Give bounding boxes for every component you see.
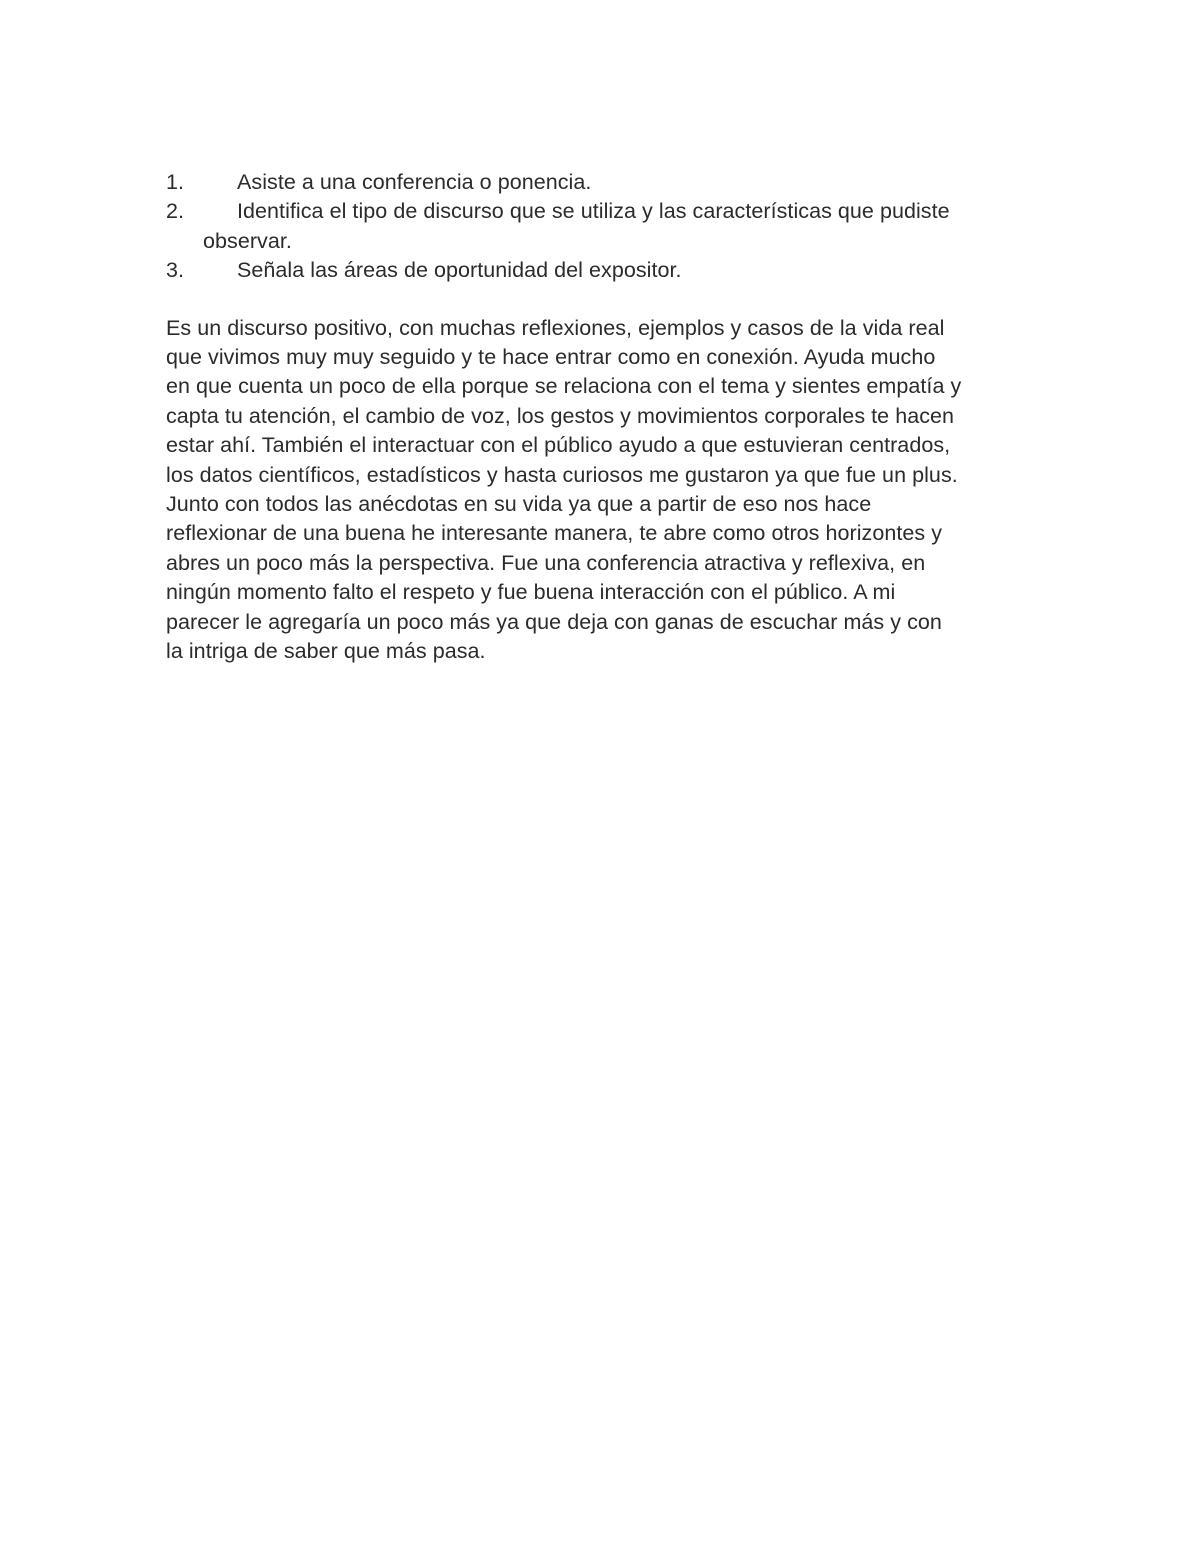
- paragraph-line: reflexionar de una buena he interesante manera, te abre como otros horizontes y: [166, 521, 943, 546]
- paragraph-line: Junto con todos las anécdotas en su vida ya que a partir de eso nos hace: [166, 492, 872, 517]
- list-item-number: 2.: [166, 199, 185, 224]
- paragraph-line: parecer le agregaría un poco más ya que deja con ganas de escuchar más y con: [166, 609, 942, 634]
- list-item: [166, 168, 1046, 197]
- paragraph-line: abres un poco más la perspectiva. Fue una conferencia atractiva y reflexiva, en: [166, 550, 926, 575]
- list-item-text: Identifica el tipo de discurso que se utiliza y las características que pudiste observar.: [203, 199, 950, 253]
- task-list: [166, 168, 1046, 286]
- list-item-text: Asiste a una conferencia o ponencia.: [237, 170, 592, 194]
- paragraph-line: ningún momento falto el respeto y fue buena interacción con el público. A mi: [166, 580, 896, 605]
- list-item-number: 3.: [166, 258, 185, 283]
- paragraph-line: capta tu atención, el cambio de voz, los gestos y movimientos corporales te hacen: [166, 403, 955, 428]
- paragraph-line: estar ahí. También el interactuar con el público ayudo a que estuvieran centrados,: [166, 433, 951, 458]
- paragraph-line: en que cuenta un poco de ella porque se relaciona con el tema y sientes empatía y: [166, 374, 962, 399]
- list-item: [166, 197, 1046, 256]
- paragraph-line: la intriga de saber que más pasa.: [166, 639, 486, 664]
- document-content: [166, 168, 1046, 667]
- answer-paragraph: [166, 314, 1046, 667]
- list-item: [166, 256, 1046, 285]
- list-item-text: Señala las áreas de oportunidad del expositor.: [237, 258, 682, 283]
- paragraph-line: Es un discurso positivo, con muchas reflexiones, ejemplos y casos de la vida real: [166, 315, 945, 340]
- paragraph-line: los datos científicos, estadísticos y hasta curiosos me gustaron ya que fue un plus.: [166, 462, 958, 487]
- list-item-number: 1.: [166, 170, 185, 194]
- paragraph-line: que vivimos muy muy seguido y te hace entrar como en conexión. Ayuda mucho: [166, 345, 936, 370]
